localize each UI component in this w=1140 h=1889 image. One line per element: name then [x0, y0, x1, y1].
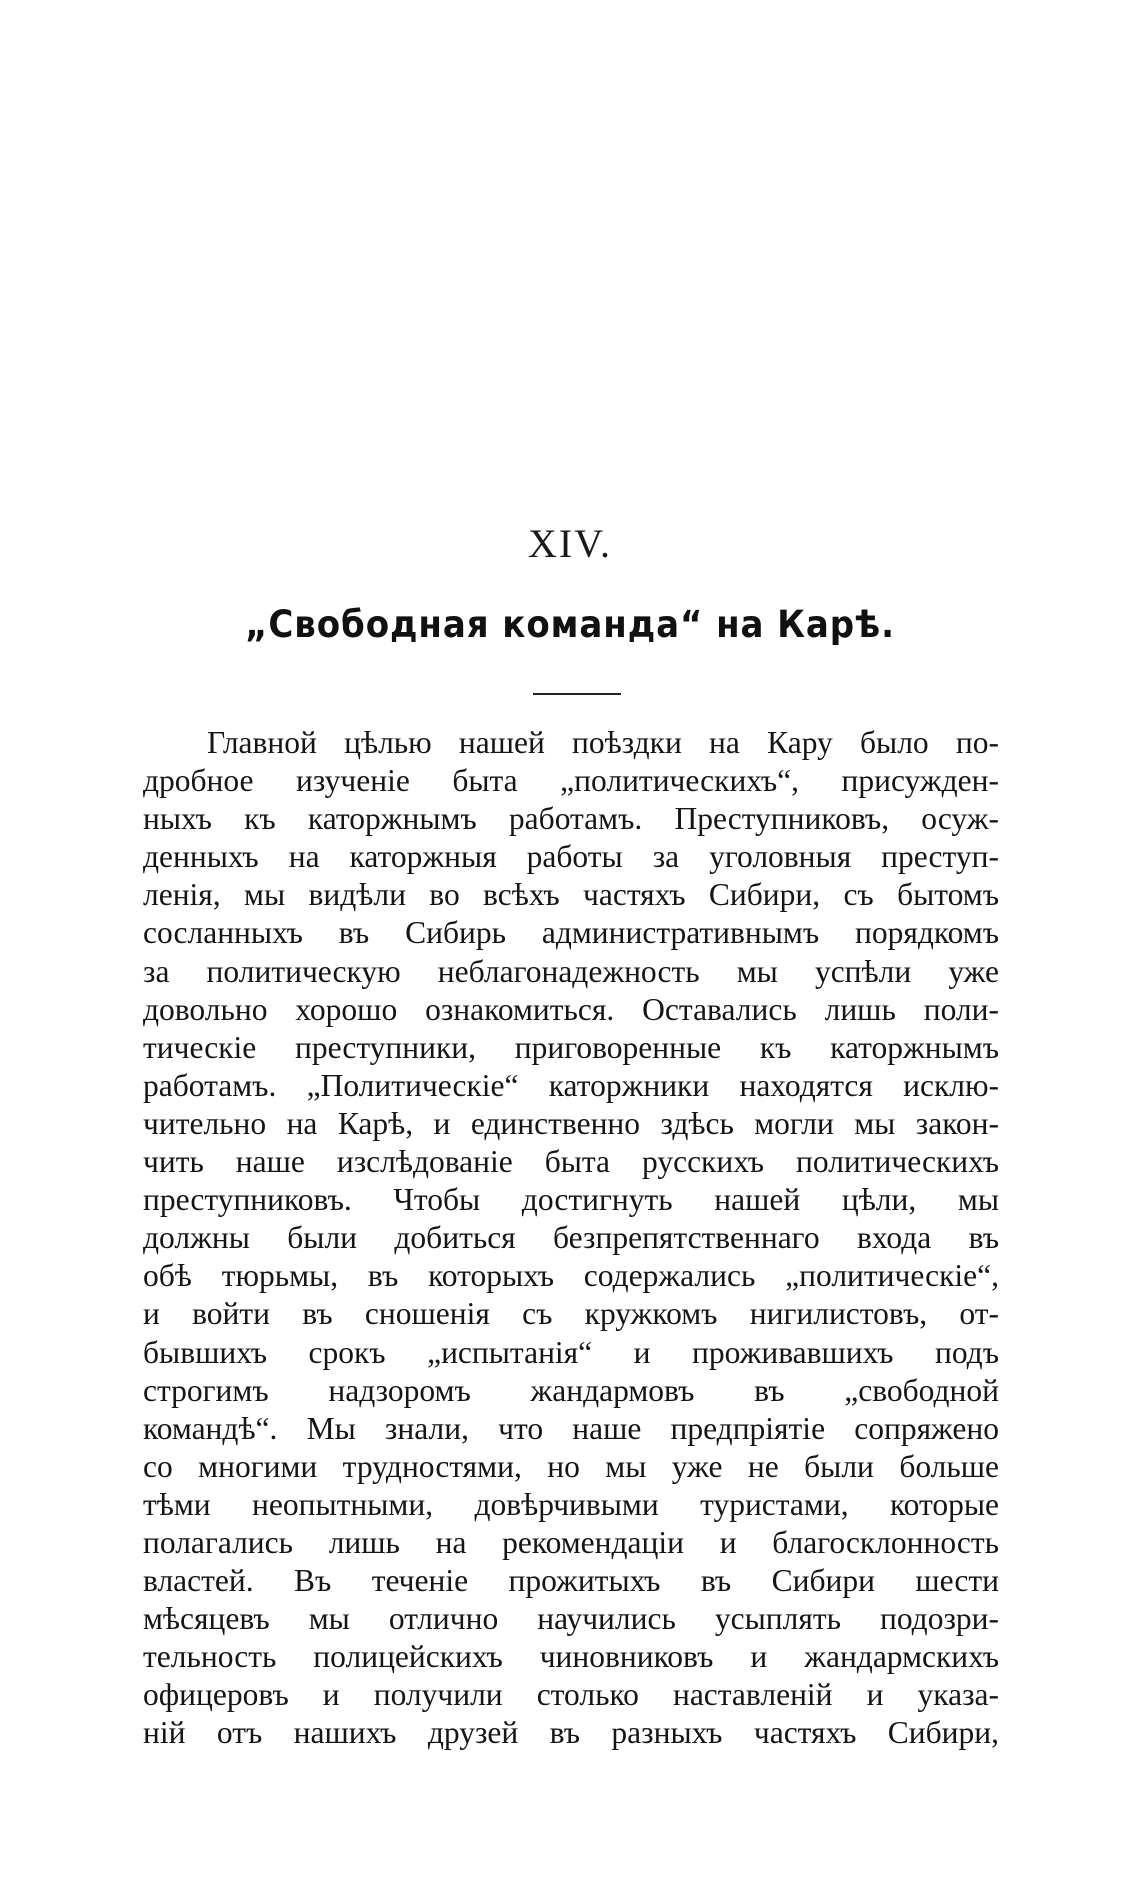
text-line: денныхъ на каторжныя работы за уголовныя преступ-: [143, 839, 999, 875]
text-line: командѣ“. Мы знали, что наше предпріятіе сопряжено: [143, 1410, 999, 1446]
chapter-title: „Свободная команда“ на Карѣ.: [245, 603, 895, 646]
text-line: сосланныхъ въ Сибирь административнымъ порядкомъ: [143, 915, 999, 951]
text-line: довольно хорошо ознакомиться. Оставались лишь поли-: [143, 991, 999, 1027]
text-line: должны были добиться безпрепятственнаго входа въ: [143, 1220, 999, 1256]
text-line: дробное изученіе быта „политическихъ“, присужден-: [143, 763, 999, 799]
text-line: со многими трудностями, но мы уже не были больше: [143, 1448, 999, 1484]
text-line: тическіе преступники, приговоренные къ каторжнымъ: [143, 1029, 999, 1065]
text-line: тельность полицейскихъ чиновниковъ и жандармскихъ: [143, 1639, 999, 1675]
text-line: чительно на Карѣ, и единственно здѣсь могли мы закон-: [143, 1105, 999, 1141]
text-line: бывшихъ срокъ „испытанія“ и проживавшихъ подъ: [143, 1334, 999, 1370]
text-line: мѣсяцевъ мы отлично научились усыплять подозри-: [143, 1601, 999, 1637]
chapter-number: XIV.: [528, 521, 612, 566]
title-divider: [533, 693, 621, 695]
text-line: властей. Въ теченіе прожитыхъ въ Сибири шести: [143, 1563, 999, 1599]
text-line: тѣми неопытными, довѣрчивыми туристами, которые: [143, 1486, 999, 1522]
chapter-paragraph: [143, 724, 999, 1753]
text-line: полагались лишь на рекомендаціи и благосклонность: [143, 1524, 999, 1560]
text-line: за политическую неблагонадежность мы успѣли уже: [143, 953, 999, 989]
text-line: обѣ тюрьмы, въ которыхъ содержались „политическіе“,: [143, 1258, 999, 1294]
text-line: работамъ. „Политическіе“ каторжники находятся исклю-: [143, 1067, 999, 1103]
text-line: преступниковъ. Чтобы достигнуть нашей цѣли, мы: [143, 1182, 999, 1218]
text-line: чить наше изслѣдованіе быта русскихъ политическихъ: [143, 1144, 999, 1180]
text-line: и войти въ сношенія съ кружкомъ нигилистовъ, от-: [143, 1296, 999, 1332]
text-line: ленія, мы видѣли во всѣхъ частяхъ Сибири, съ бытомъ: [143, 877, 999, 913]
text-line: строгимъ надзоромъ жандармовъ въ „свободной: [143, 1372, 999, 1408]
text-line: ныхъ къ каторжнымъ работамъ. Преступниковъ, осуж-: [143, 801, 999, 837]
text-line: офицеровъ и получили столько наставленій и указа-: [143, 1677, 999, 1713]
text-line: ній отъ нашихъ друзей въ разныхъ частяхъ Сибири,: [143, 1715, 999, 1751]
text-line: Главной цѣлью нашей поѣздки на Кару было по-: [207, 725, 999, 760]
